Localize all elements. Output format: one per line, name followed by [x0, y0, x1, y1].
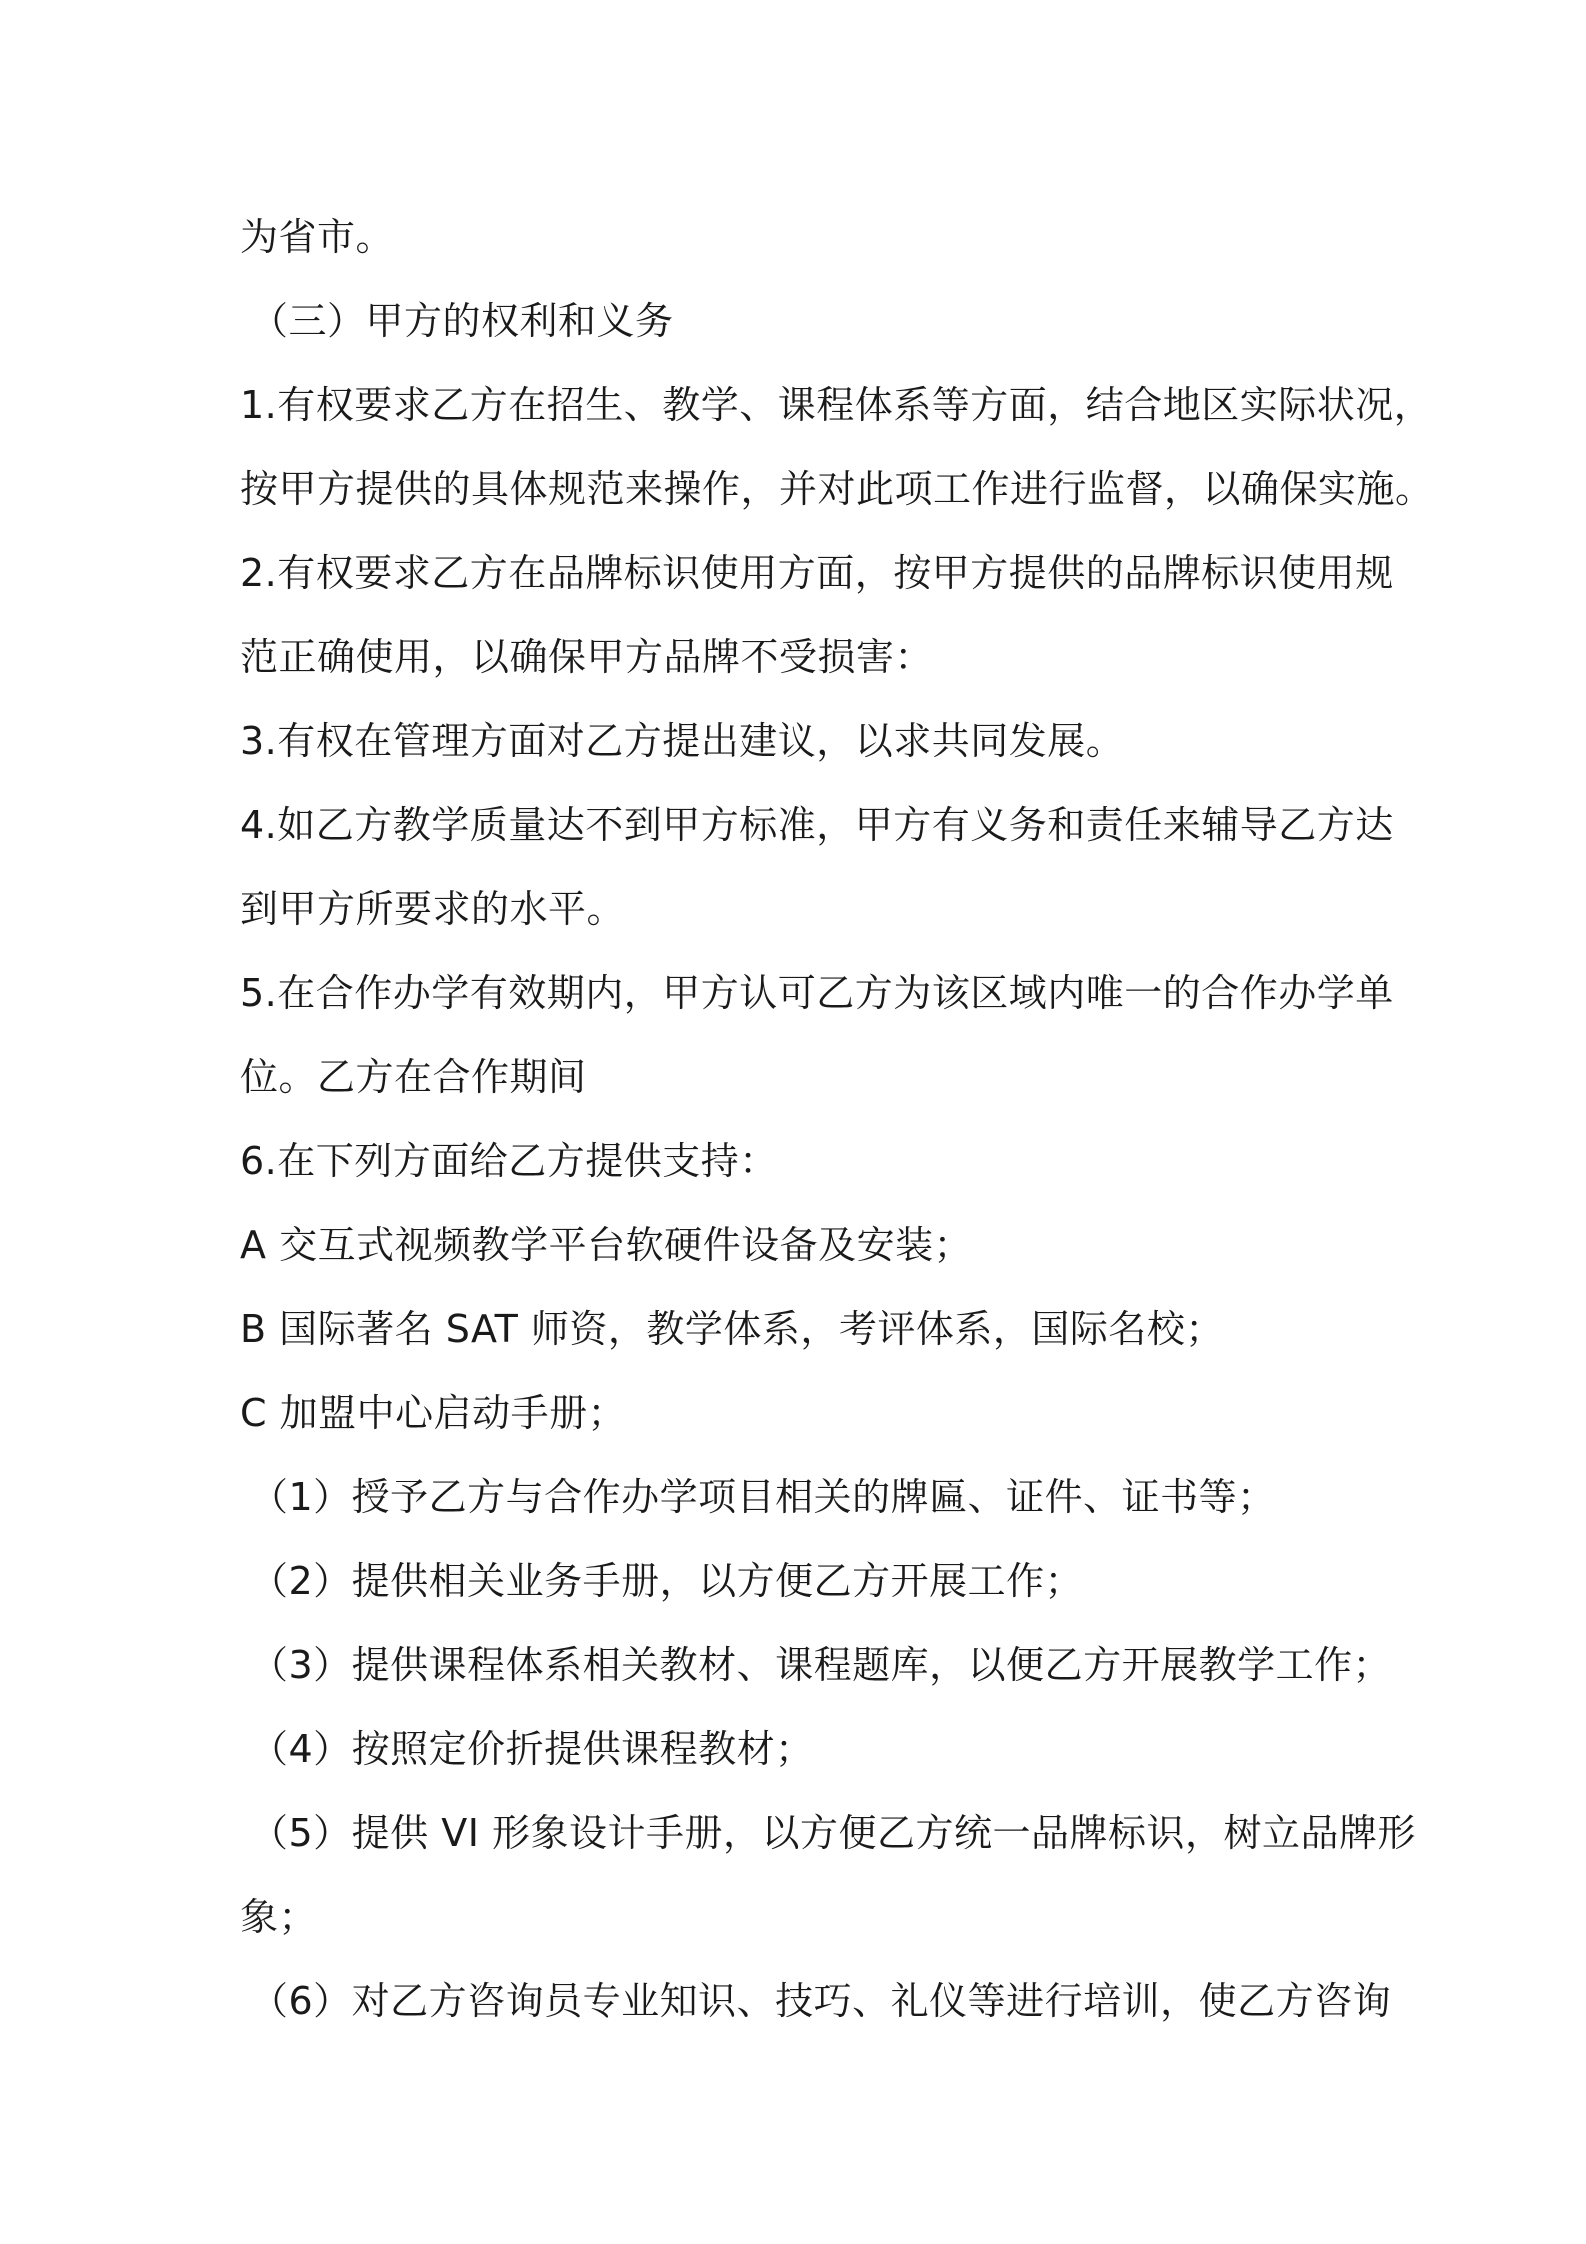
text-line: （4）按照定价折提供课程教材；	[250, 1727, 814, 1771]
text-line: （6）对乙方咨询员专业知识、技巧、礼仪等进行培训，使乙方咨询	[250, 1979, 1392, 2023]
text-line: 4.如乙方教学质量达不到甲方标准，甲方有义务和责任来辅导乙方达	[240, 803, 1394, 847]
text-line: 位。乙方在合作期间	[240, 1055, 587, 1099]
text-line: 范正确使用，以确保甲方品牌不受损害：	[240, 635, 934, 679]
text-line: C 加盟中心启动手册；	[240, 1391, 627, 1435]
text-line: 为省市。	[240, 215, 395, 259]
text-line: 3.有权在管理方面对乙方提出建议，以求共同发展。	[240, 719, 1125, 763]
text-line: 6.在下列方面给乙方提供支持：	[240, 1139, 778, 1183]
document-body	[240, 195, 1434, 2043]
text-line: （2）提供相关业务手册，以方便乙方开展工作；	[250, 1559, 1084, 1603]
section-heading: （三）甲方的权利和义务	[250, 299, 674, 343]
text-line: （3）提供课程体系相关教材、课程题库，以便乙方开展教学工作；	[250, 1643, 1392, 1687]
text-line: 到甲方所要求的水平。	[240, 887, 626, 931]
text-line: A 交互式视频教学平台软硬件设备及安装；	[240, 1223, 973, 1267]
text-line: （1）授予乙方与合作办学项目相关的牌匾、证件、证书等；	[250, 1475, 1276, 1519]
text-line: 5.在合作办学有效期内，甲方认可乙方为该区域内唯一的合作办学单	[240, 971, 1394, 1015]
text-line: 按甲方提供的具体规范来操作，并对此项工作进行监督，以确保实施。	[240, 467, 1434, 511]
text-line: 象；	[240, 1895, 318, 1939]
text-line: （5）提供 VI 形象设计手册，以方便乙方统一品牌标识，树立品牌形	[250, 1811, 1417, 1855]
text-line: B 国际著名 SAT 师资，教学体系，考评体系，国际名校；	[240, 1307, 1224, 1351]
text-line: 1.有权要求乙方在招生、教学、课程体系等方面，结合地区实际状况，	[240, 383, 1433, 427]
text-line: 2.有权要求乙方在品牌标识使用方面，按甲方提供的品牌标识使用规	[240, 551, 1394, 595]
